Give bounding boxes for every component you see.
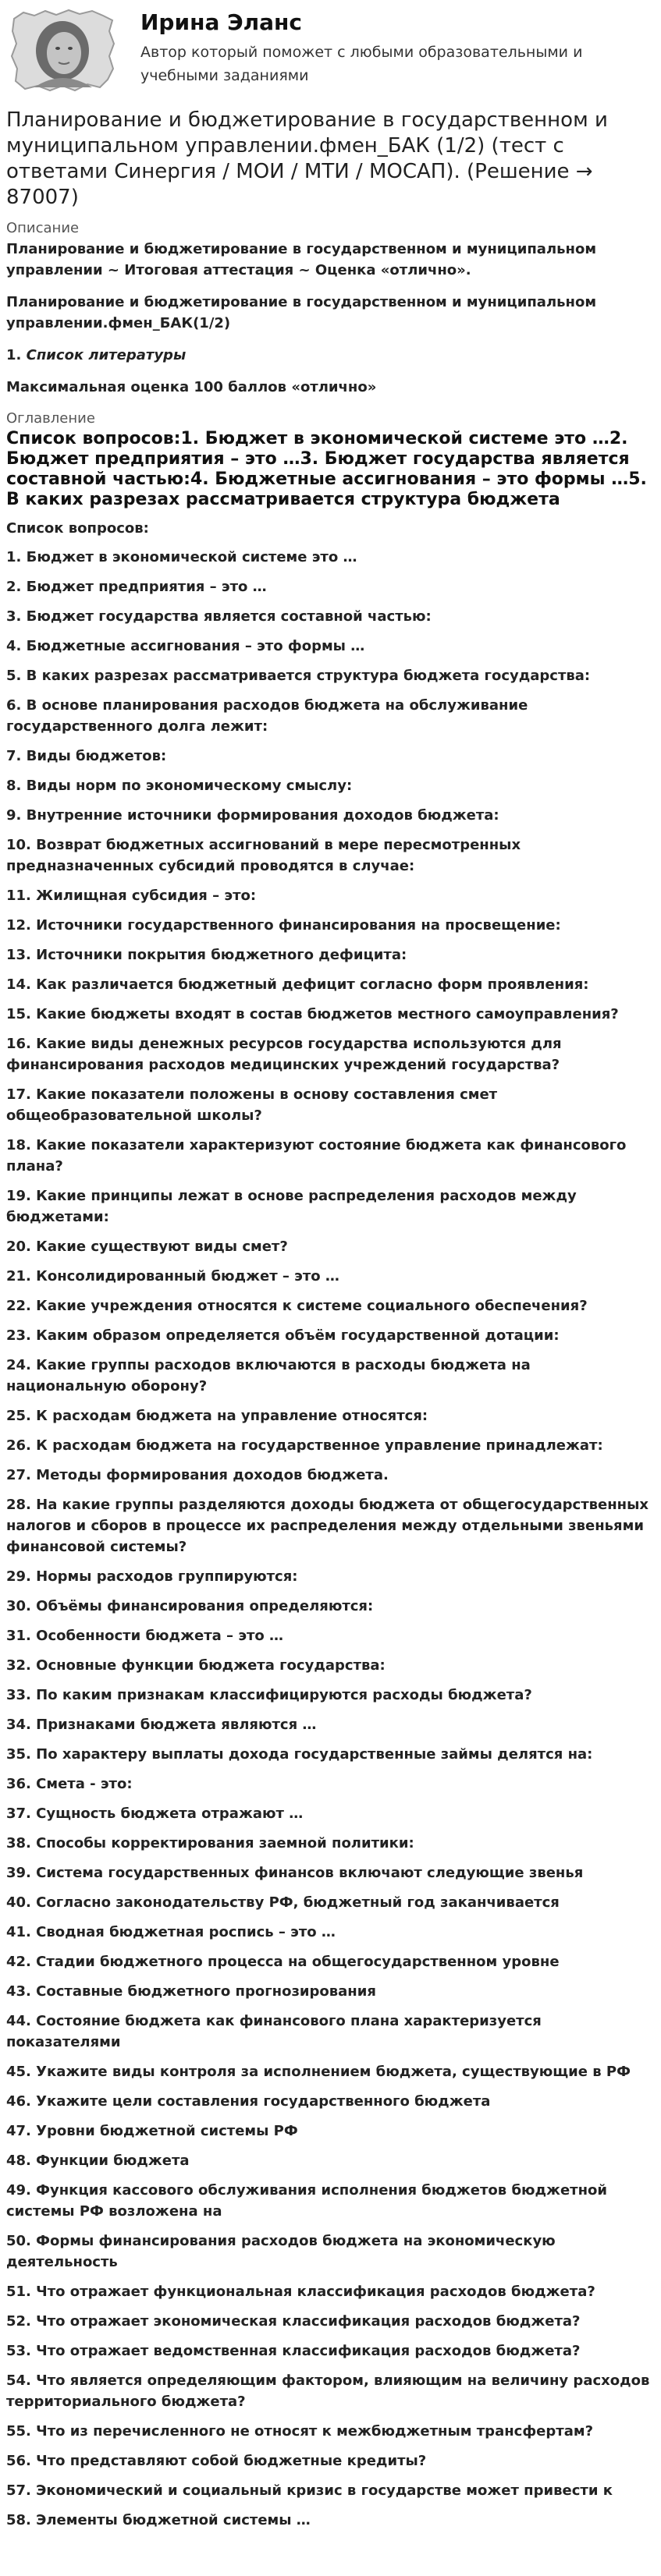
question-item: 3. Бюджет государства является составной частью: <box>6 608 432 625</box>
question-item: 17. Какие показатели положены в основу составления смет общеобразовательной школы? <box>6 1086 498 1124</box>
question-item: 45. Укажите виды контроля за исполнением бюджета, существующие в РФ <box>6 2064 631 2080</box>
literature-text: Список литературы <box>26 347 187 363</box>
question-item: 31. Особенности бюджета – это … <box>6 1628 284 1644</box>
question-item: 53. Что отражает ведомственная классификация расходов бюджета? <box>6 2343 581 2359</box>
question-item: 22. Какие учреждения относятся к системе социального обеспечения? <box>6 1298 588 1314</box>
question-item: 36. Смета - это: <box>6 1776 133 1792</box>
question-item: 41. Сводная бюджетная роспись – это … <box>6 1924 336 1940</box>
question-item: 7. Виды бюджетов: <box>6 748 167 764</box>
question-item: 16. Какие виды денежных ресурсов государства используются для финансирования расходов медицинских учреждений государства? <box>6 1036 562 1073</box>
question-item: 9. Внутренние источники формирования доходов бюджета: <box>6 807 499 824</box>
main-content <box>0 108 661 2531</box>
question-item: 12. Источники государственного финансирования на просвещение: <box>6 917 561 934</box>
question-item: 8. Виды норм по экономическому смыслу: <box>6 778 353 794</box>
toc-label: Оглавление <box>6 410 95 427</box>
question-item: 1. Бюджет в экономической системе это … <box>6 549 357 565</box>
question-item: 50. Формы финансирования расходов бюджета на экономическую деятельность <box>6 2233 556 2270</box>
question-item: 20. Какие существуют виды смет? <box>6 1238 288 1255</box>
author-name[interactable]: Ирина Эланс <box>140 9 302 35</box>
question-item: 58. Элементы бюджетной системы … <box>6 2512 311 2528</box>
question-item: 40. Согласно законодательству РФ, бюджетный год заканчивается <box>6 1894 560 1911</box>
toc-heading: Список вопросов:1. Бюджет в экономической системе это …2. Бюджет предприятия – это …3. Бюджет государства является составной частью:4. Бюджетные ассигнования – это формы …5. В каких разрезах рассматривается структура бюджета <box>6 429 647 509</box>
question-item: 24. Какие группы расходов включаются в расходы бюджета на национальную оборону? <box>6 1357 531 1394</box>
question-item: 23. Каким образом определяется объём государственной дотации: <box>6 1327 560 1344</box>
question-item: 47. Уровни бюджетной системы РФ <box>6 2123 298 2139</box>
author-description: Автор который поможет с любыми образовательными и учебными заданиями <box>140 44 583 84</box>
question-item: 21. Консолидированный бюджет – это … <box>6 1268 339 1284</box>
question-item: 28. На какие группы разделяются доходы бюджета от общегосударственных налогов и сборов в процессе их распределения между отдельными звеньями финансовой системы? <box>6 1497 649 1555</box>
question-item: 56. Что представляют собой бюджетные кредиты? <box>6 2453 427 2469</box>
avatar-image <box>8 8 117 94</box>
question-item: 42. Стадии бюджетного процесса на общегосударственном уровне <box>6 1954 560 1970</box>
author-header <box>0 0 661 101</box>
question-item: 35. По характеру выплаты дохода государственные займы делятся на: <box>6 1746 593 1763</box>
question-item: 19. Какие принципы лежат в основе распределения расходов между бюджетами: <box>6 1188 577 1225</box>
question-item: 32. Основные функции бюджета государства: <box>6 1657 386 1674</box>
question-item: 27. Методы формирования доходов бюджета. <box>6 1467 389 1483</box>
question-item: 44. Состояние бюджета как финансового плана характеризуется показателями <box>6 2013 542 2050</box>
question-item: 14. Как различается бюджетный дефицит согласно форм проявления: <box>6 976 589 993</box>
question-item: 51. Что отражает функциональная классификация расходов бюджета? <box>6 2284 595 2300</box>
question-item: 6. В основе планирования расходов бюджета на обслуживание государственного долга лежит: <box>6 697 528 735</box>
question-item: 2. Бюджет предприятия – это … <box>6 579 267 595</box>
question-item: 39. Система государственных финансов включают следующие звенья <box>6 1865 584 1881</box>
question-item: 34. Признаками бюджета являются … <box>6 1717 317 1733</box>
questions-list-title: Список вопросов: <box>6 520 149 537</box>
question-item: 43. Составные бюджетного прогнозирования <box>6 1983 376 2000</box>
description-paragraph: Планирование и бюджетирование в государственном и муниципальном управлении ~ Итоговая аттестация ~ Оценка «отлично». <box>6 241 597 278</box>
question-item: 38. Способы корректирования заемной политики: <box>6 1835 414 1851</box>
question-item: 11. Жилищная субсидия – это: <box>6 888 257 904</box>
question-item: 57. Экономический и социальный кризис в государстве может привести к <box>6 2482 613 2499</box>
literature-item <box>6 345 655 366</box>
literature-number: 1. <box>6 347 27 363</box>
question-item: 15. Какие бюджеты входят в состав бюджетов местного самоуправления? <box>6 1006 619 1022</box>
question-item: 5. В каких разрезах рассматривается структура бюджета государства: <box>6 668 591 684</box>
question-item: 37. Сущность бюджета отражают … <box>6 1805 304 1822</box>
question-item: 29. Нормы расходов группируются: <box>6 1568 298 1585</box>
page-title: Планирование и бюджетирование в государственном и муниципальном управлении.фмен_БАК (1/2) (тест с ответами Синергия / МОИ / МТИ / МОСАП). (Решение → 87007) <box>6 108 608 209</box>
max-score: Максимальная оценка 100 баллов «отлично» <box>6 379 377 395</box>
question-item: 4. Бюджетные ассигнования – это формы … <box>6 638 365 654</box>
question-item: 30. Объёмы финансирования определяются: <box>6 1598 374 1614</box>
question-item: 33. По каким признакам классифицируются расходы бюджета? <box>6 1687 532 1703</box>
question-item: 13. Источники покрытия бюджетного дефицита: <box>6 947 407 963</box>
questions-list <box>6 547 655 2531</box>
question-item: 49. Функция кассового обслуживания исполнения бюджетов бюджетной системы РФ возложена на <box>6 2182 608 2220</box>
description-paragraph: Планирование и бюджетирование в государственном и муниципальном управлении.фмен_БАК(1/2) <box>6 294 597 331</box>
avatar[interactable] <box>8 8 117 94</box>
question-item: 26. К расходам бюджета на государственное управление принадлежат: <box>6 1437 603 1454</box>
question-item: 46. Укажите цели составления государственного бюджета <box>6 2093 491 2110</box>
question-item: 25. К расходам бюджета на управление относятся: <box>6 1408 428 1424</box>
question-item: 55. Что из перечисленного не относят к межбюджетным трансфертам? <box>6 2423 594 2440</box>
question-item: 52. Что отражает экономическая классификация расходов бюджета? <box>6 2313 581 2330</box>
description-label: Описание <box>6 220 80 236</box>
question-item: 48. Функции бюджета <box>6 2153 190 2169</box>
question-item: 54. Что является определяющим фактором, влияющим на величину расходов территориального бюджета? <box>6 2372 650 2410</box>
question-item: 10. Возврат бюджетных ассигнований в мере пересмотренных предназначенных субсидий проводятся в случае: <box>6 837 521 874</box>
question-item: 18. Какие показатели характеризуют состояние бюджета как финансового плана? <box>6 1137 627 1175</box>
